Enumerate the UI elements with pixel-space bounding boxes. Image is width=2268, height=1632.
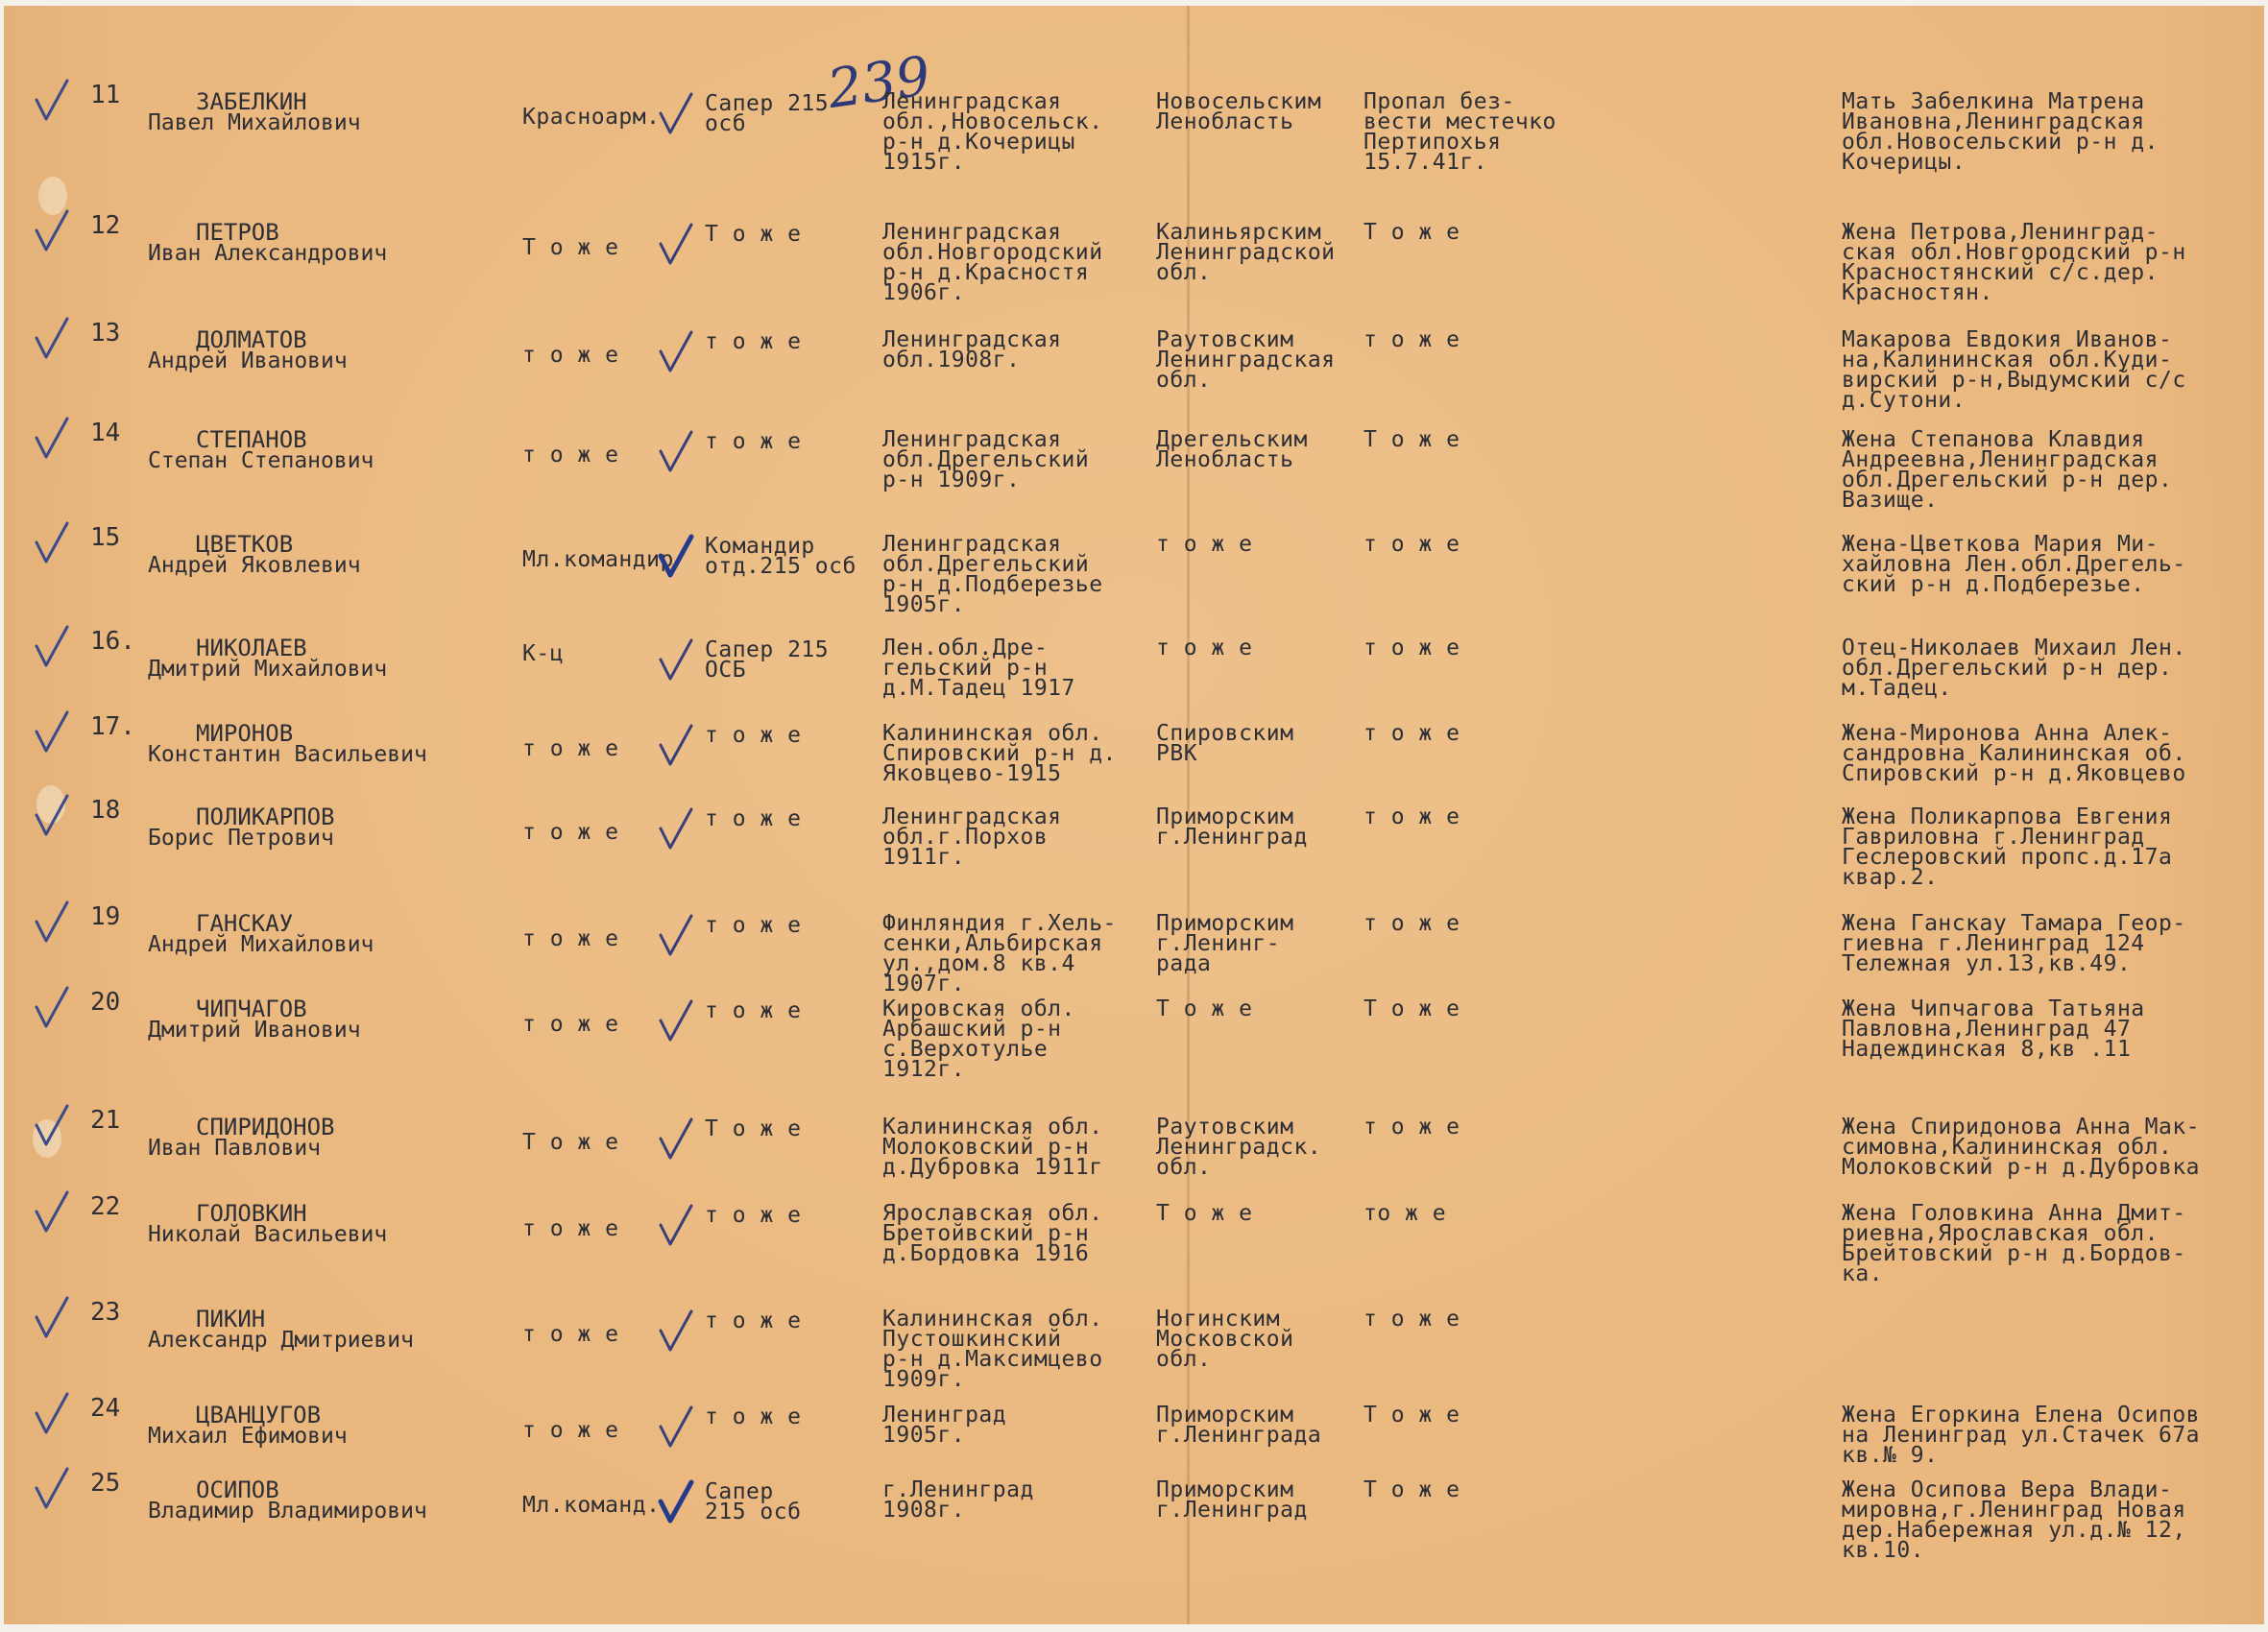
- margin-check-icon: [33, 207, 71, 255]
- surname: ЗАБЕЛКИН: [196, 88, 307, 115]
- rank: Т о ж е: [522, 235, 619, 260]
- position: Командир отд.215 осб: [705, 534, 857, 579]
- birth-info: Лен.обл.Дре- гельский р-н д.М.Тадец 1917: [882, 636, 1075, 701]
- fate: Т о ж е: [1363, 1403, 1460, 1428]
- given-name: Андрей Яковлевич: [148, 553, 361, 578]
- birth-info: Калининская обл. Спировский р-н д. Яковцево-1915: [882, 721, 1117, 786]
- position: т о ж е: [705, 723, 802, 748]
- given-name: Борис Петрович: [148, 826, 334, 851]
- rank: т о ж е: [522, 820, 619, 845]
- fate: Пропал без- вести местечко Пертипохья 15.7.41г.: [1363, 89, 1556, 175]
- rank: Т о ж е: [522, 1130, 619, 1155]
- relative-info: Жена-Цветкова Мария Ми- хайловна Лен.обл.Дрегель- ский р-н д.Подберезье.: [1842, 532, 2186, 597]
- margin-check-icon: [33, 1102, 71, 1150]
- fate: т о ж е: [1363, 636, 1460, 660]
- surname: ПИКИН: [196, 1306, 266, 1332]
- position: Сапер 215 ОСБ: [705, 637, 830, 683]
- verify-check-icon: [657, 328, 695, 376]
- row-number: 17.: [90, 712, 135, 741]
- rank: Мл.команд.: [522, 1493, 661, 1518]
- surname: ГОЛОВКИН: [196, 1200, 307, 1227]
- birth-info: Ленинградская обл.1908г.: [882, 327, 1062, 372]
- row-number: 20: [90, 988, 121, 1017]
- relative-info: Отец-Николаев Михаил Лен. обл.Дрегельский р-н дер. м.Тадец.: [1842, 636, 2186, 701]
- relative-info: Жена Чипчагова Татьяна Павловна,Ленинград 47 Надеждинская 8,кв .11: [1842, 996, 2145, 1062]
- surname: СПИРИДОНОВ: [196, 1114, 335, 1140]
- surname: ПОЛИКАРПОВ: [196, 804, 335, 830]
- rank: т о ж е: [522, 1418, 619, 1443]
- position: т о ж е: [705, 913, 802, 938]
- birth-info: Ленинградская обл.Дрегельский р-н 1909г.: [882, 427, 1090, 492]
- margin-check-icon: [33, 899, 71, 947]
- margin-check-icon: [33, 519, 71, 567]
- drafted-by: т о ж е: [1156, 636, 1253, 660]
- drafted-by: Дрегельским Ленобласть: [1156, 427, 1308, 472]
- relative-info: Жена Спиридонова Анна Мак- симовна,Калининская обл. Молоковский р-н д.Дубровка: [1842, 1115, 2201, 1180]
- row-number: 24: [90, 1394, 121, 1423]
- drafted-by: Приморским г.Ленинград: [1156, 804, 1308, 850]
- surname: ПЕТРОВ: [196, 219, 279, 246]
- margin-check-icon: [33, 77, 71, 125]
- margin-check-icon: [33, 1188, 71, 1236]
- position: т о ж е: [705, 998, 802, 1023]
- position: Сапер 215 осб: [705, 91, 830, 136]
- verify-check-icon: [657, 805, 695, 853]
- position: т о ж е: [705, 429, 802, 454]
- margin-check-icon: [33, 984, 71, 1032]
- drafted-by: т о ж е: [1156, 532, 1253, 557]
- drafted-by: Раутовским Ленинградская обл.: [1156, 327, 1336, 393]
- margin-check-icon: [33, 1294, 71, 1342]
- drafted-by: Т о ж е: [1156, 996, 1253, 1021]
- drafted-by: Приморским г.Ленинг- рада: [1156, 911, 1294, 976]
- margin-check-icon: [33, 315, 71, 363]
- given-name: Владимир Владимирович: [148, 1499, 427, 1524]
- relative-info: Жена Головкина Анна Дмит- риевна,Ярославская обл. Брейтовский р-н д.Бордов- ка.: [1842, 1201, 2186, 1286]
- drafted-by: Приморским г.Ленинграда: [1156, 1403, 1322, 1448]
- drafted-by: Т о ж е: [1156, 1201, 1253, 1226]
- drafted-by: Ногинским Московской обл.: [1156, 1307, 1294, 1372]
- drafted-by: Приморским г.Ленинград: [1156, 1477, 1308, 1523]
- verify-check-icon: [657, 1308, 695, 1356]
- position: т о ж е: [705, 329, 802, 354]
- relative-info: Мать Забелкина Матрена Ивановна,Ленинградская обл.Новосельский р-н д. Кочерицы.: [1842, 89, 2159, 175]
- verify-check-icon: [657, 1202, 695, 1250]
- given-name: Андрей Иванович: [148, 348, 348, 373]
- rank: Мл.командир: [522, 547, 674, 572]
- row-number: 15: [90, 523, 121, 552]
- given-name: Павел Михайлович: [148, 110, 361, 135]
- drafted-by: Раутовским Ленинградск. обл.: [1156, 1115, 1322, 1180]
- birth-info: Ленинград 1905г.: [882, 1403, 1007, 1448]
- surname: СТЕПАНОВ: [196, 426, 307, 453]
- row-number: 25: [90, 1469, 121, 1498]
- relative-info: Жена Егоркина Елена Осипов на Ленинград ул.Стачек 67а кв.№ 9.: [1842, 1403, 2201, 1468]
- row-number: 14: [90, 419, 121, 447]
- fate: т о ж е: [1363, 721, 1460, 746]
- given-name: Степан Степанович: [148, 448, 374, 473]
- row-number: 12: [90, 211, 121, 240]
- given-name: Александр Дмитриевич: [148, 1328, 414, 1353]
- given-name: Николай Васильевич: [148, 1222, 388, 1247]
- surname: ЧИПЧАГОВ: [196, 996, 307, 1022]
- given-name: Константин Васильевич: [148, 742, 427, 767]
- given-name: Андрей Михайлович: [148, 932, 374, 957]
- verify-check-icon: [657, 636, 695, 684]
- birth-info: Ленинградская обл.г.Порхов 1911г.: [882, 804, 1062, 870]
- given-name: Дмитрий Иванович: [148, 1018, 361, 1043]
- surname: НИКОЛАЕВ: [196, 635, 307, 661]
- verify-check-icon: [657, 1478, 695, 1526]
- row-number: 22: [90, 1192, 121, 1221]
- position: т о ж е: [705, 1203, 802, 1228]
- surname: ЦВЕТКОВ: [196, 531, 294, 558]
- margin-check-icon: [33, 623, 71, 671]
- margin-check-icon: [33, 1465, 71, 1513]
- drafted-by: Калиньярским Ленинградской обл.: [1156, 220, 1336, 285]
- drafted-by: Новосельским Ленобласть: [1156, 89, 1322, 134]
- birth-info: Калининская обл. Молоковский р-н д.Дубровка 1911г: [882, 1115, 1103, 1180]
- rank: т о ж е: [522, 1216, 619, 1241]
- fate: Т о ж е: [1363, 427, 1460, 452]
- row-number: 11: [90, 81, 121, 109]
- row-number: 18: [90, 796, 121, 825]
- page-number: 239: [823, 44, 934, 122]
- birth-info: г.Ленинград 1908г.: [882, 1477, 1034, 1523]
- relative-info: Жена Осипова Вера Влади- мировна,г.Ленинград Новая дер.Набережная ул.д.№ 12, кв.10.: [1842, 1477, 2186, 1563]
- margin-check-icon: [33, 415, 71, 463]
- position: Т о ж е: [705, 222, 802, 247]
- rank: т о ж е: [522, 343, 619, 368]
- given-name: Иван Александрович: [148, 241, 388, 266]
- birth-info: Ярославская обл. Бретойвский р-н д.Бордовка 1916: [882, 1201, 1103, 1266]
- verify-check-icon: [657, 912, 695, 960]
- position: т о ж е: [705, 806, 802, 831]
- surname: ЦВАНЦУГОВ: [196, 1402, 322, 1428]
- relative-info: Жена Петрова,Ленинград- ская обл.Новгородский р-н Красностянский с/с.дер. Красностян.: [1842, 220, 2186, 305]
- verify-check-icon: [657, 1404, 695, 1452]
- fate: Т о ж е: [1363, 996, 1460, 1021]
- fate: т о ж е: [1363, 532, 1460, 557]
- relative-info: Макарова Евдокия Иванов- на,Калининская обл.Куди- вирский р-н,Выдумский с/с д.Сутони.: [1842, 327, 2186, 413]
- birth-info: Финляндия г.Хель- сенки,Альбирская ул.,дом.8 кв.4 1907г.: [882, 911, 1117, 996]
- fate: т о ж е: [1363, 1307, 1460, 1332]
- rank: т о ж е: [522, 443, 619, 468]
- row-number: 21: [90, 1106, 121, 1135]
- relative-info: Жена Степанова Клавдия Андреевна,Ленинградская обл.Дрегельский р-н дер. Вазище.: [1842, 427, 2173, 513]
- rank: т о ж е: [522, 1012, 619, 1037]
- position: т о ж е: [705, 1308, 802, 1333]
- row-number: 23: [90, 1298, 121, 1327]
- birth-info: Ленинградская обл.,Новосельск. р-н д.Кочерицы 1915г.: [882, 89, 1103, 175]
- relative-info: Жена Поликарпова Евгения Гавриловна г.Ленинград Геслеровский пропс.д.17а квар.2.: [1842, 804, 2173, 890]
- position: Сапер 215 осб: [705, 1479, 802, 1524]
- verify-check-icon: [657, 428, 695, 476]
- margin-check-icon: [33, 792, 71, 840]
- birth-info: Ленинградская обл.Дрегельский р-н д.Подберезье 1905г.: [882, 532, 1103, 617]
- surname: ОСИПОВ: [196, 1476, 279, 1503]
- fate: т о ж е: [1363, 911, 1460, 936]
- drafted-by: Спировским РВК: [1156, 721, 1294, 766]
- rank: т о ж е: [522, 1322, 619, 1347]
- fate: т о ж е: [1363, 1115, 1460, 1140]
- row-number: 13: [90, 319, 121, 348]
- birth-info: Калининская обл. Пустошкинский р-н д.Максимцево 1909г.: [882, 1307, 1103, 1392]
- fate: Т о ж е: [1363, 220, 1460, 245]
- verify-check-icon: [657, 90, 695, 138]
- surname: ДОЛМАТОВ: [196, 326, 307, 353]
- position: Т о ж е: [705, 1116, 802, 1141]
- verify-check-icon: [657, 1116, 695, 1164]
- fate: т о ж е: [1363, 327, 1460, 352]
- verify-check-icon: [657, 997, 695, 1045]
- margin-check-icon: [33, 1390, 71, 1438]
- fate: то ж е: [1363, 1201, 1447, 1226]
- birth-info: Кировская обл. Арбашский р-н с.Верхотулье 1912г.: [882, 996, 1075, 1082]
- given-name: Дмитрий Михайлович: [148, 657, 388, 682]
- fate: Т о ж е: [1363, 1477, 1460, 1502]
- row-number: 19: [90, 902, 121, 931]
- verify-check-icon: [657, 722, 695, 770]
- fate: т о ж е: [1363, 804, 1460, 829]
- margin-check-icon: [33, 708, 71, 756]
- rank: т о ж е: [522, 926, 619, 951]
- row-number: 16.: [90, 627, 135, 656]
- surname: МИРОНОВ: [196, 720, 294, 747]
- rank: Красноарм.: [522, 105, 661, 130]
- given-name: Михаил Ефимович: [148, 1424, 348, 1449]
- rank: К-ц: [522, 641, 565, 666]
- document-sheet: [4, 6, 2264, 1624]
- position: т о ж е: [705, 1404, 802, 1429]
- relative-info: Жена-Миронова Анна Алек- сандровна Калининская об. Спировский р-н д.Яковцево: [1842, 721, 2186, 786]
- rank: т о ж е: [522, 736, 619, 761]
- relative-info: Жена Ганскау Тамара Геор- гиевна г.Ленинград 124 Тележная ул.13,кв.49.: [1842, 911, 2186, 976]
- birth-info: Ленинградская обл.Новгородский р-н д.Красностя 1906г.: [882, 220, 1103, 305]
- surname: ГАНСКАУ: [196, 910, 294, 937]
- given-name: Иван Павлович: [148, 1136, 322, 1161]
- verify-check-icon: [657, 533, 695, 581]
- verify-check-icon: [657, 221, 695, 269]
